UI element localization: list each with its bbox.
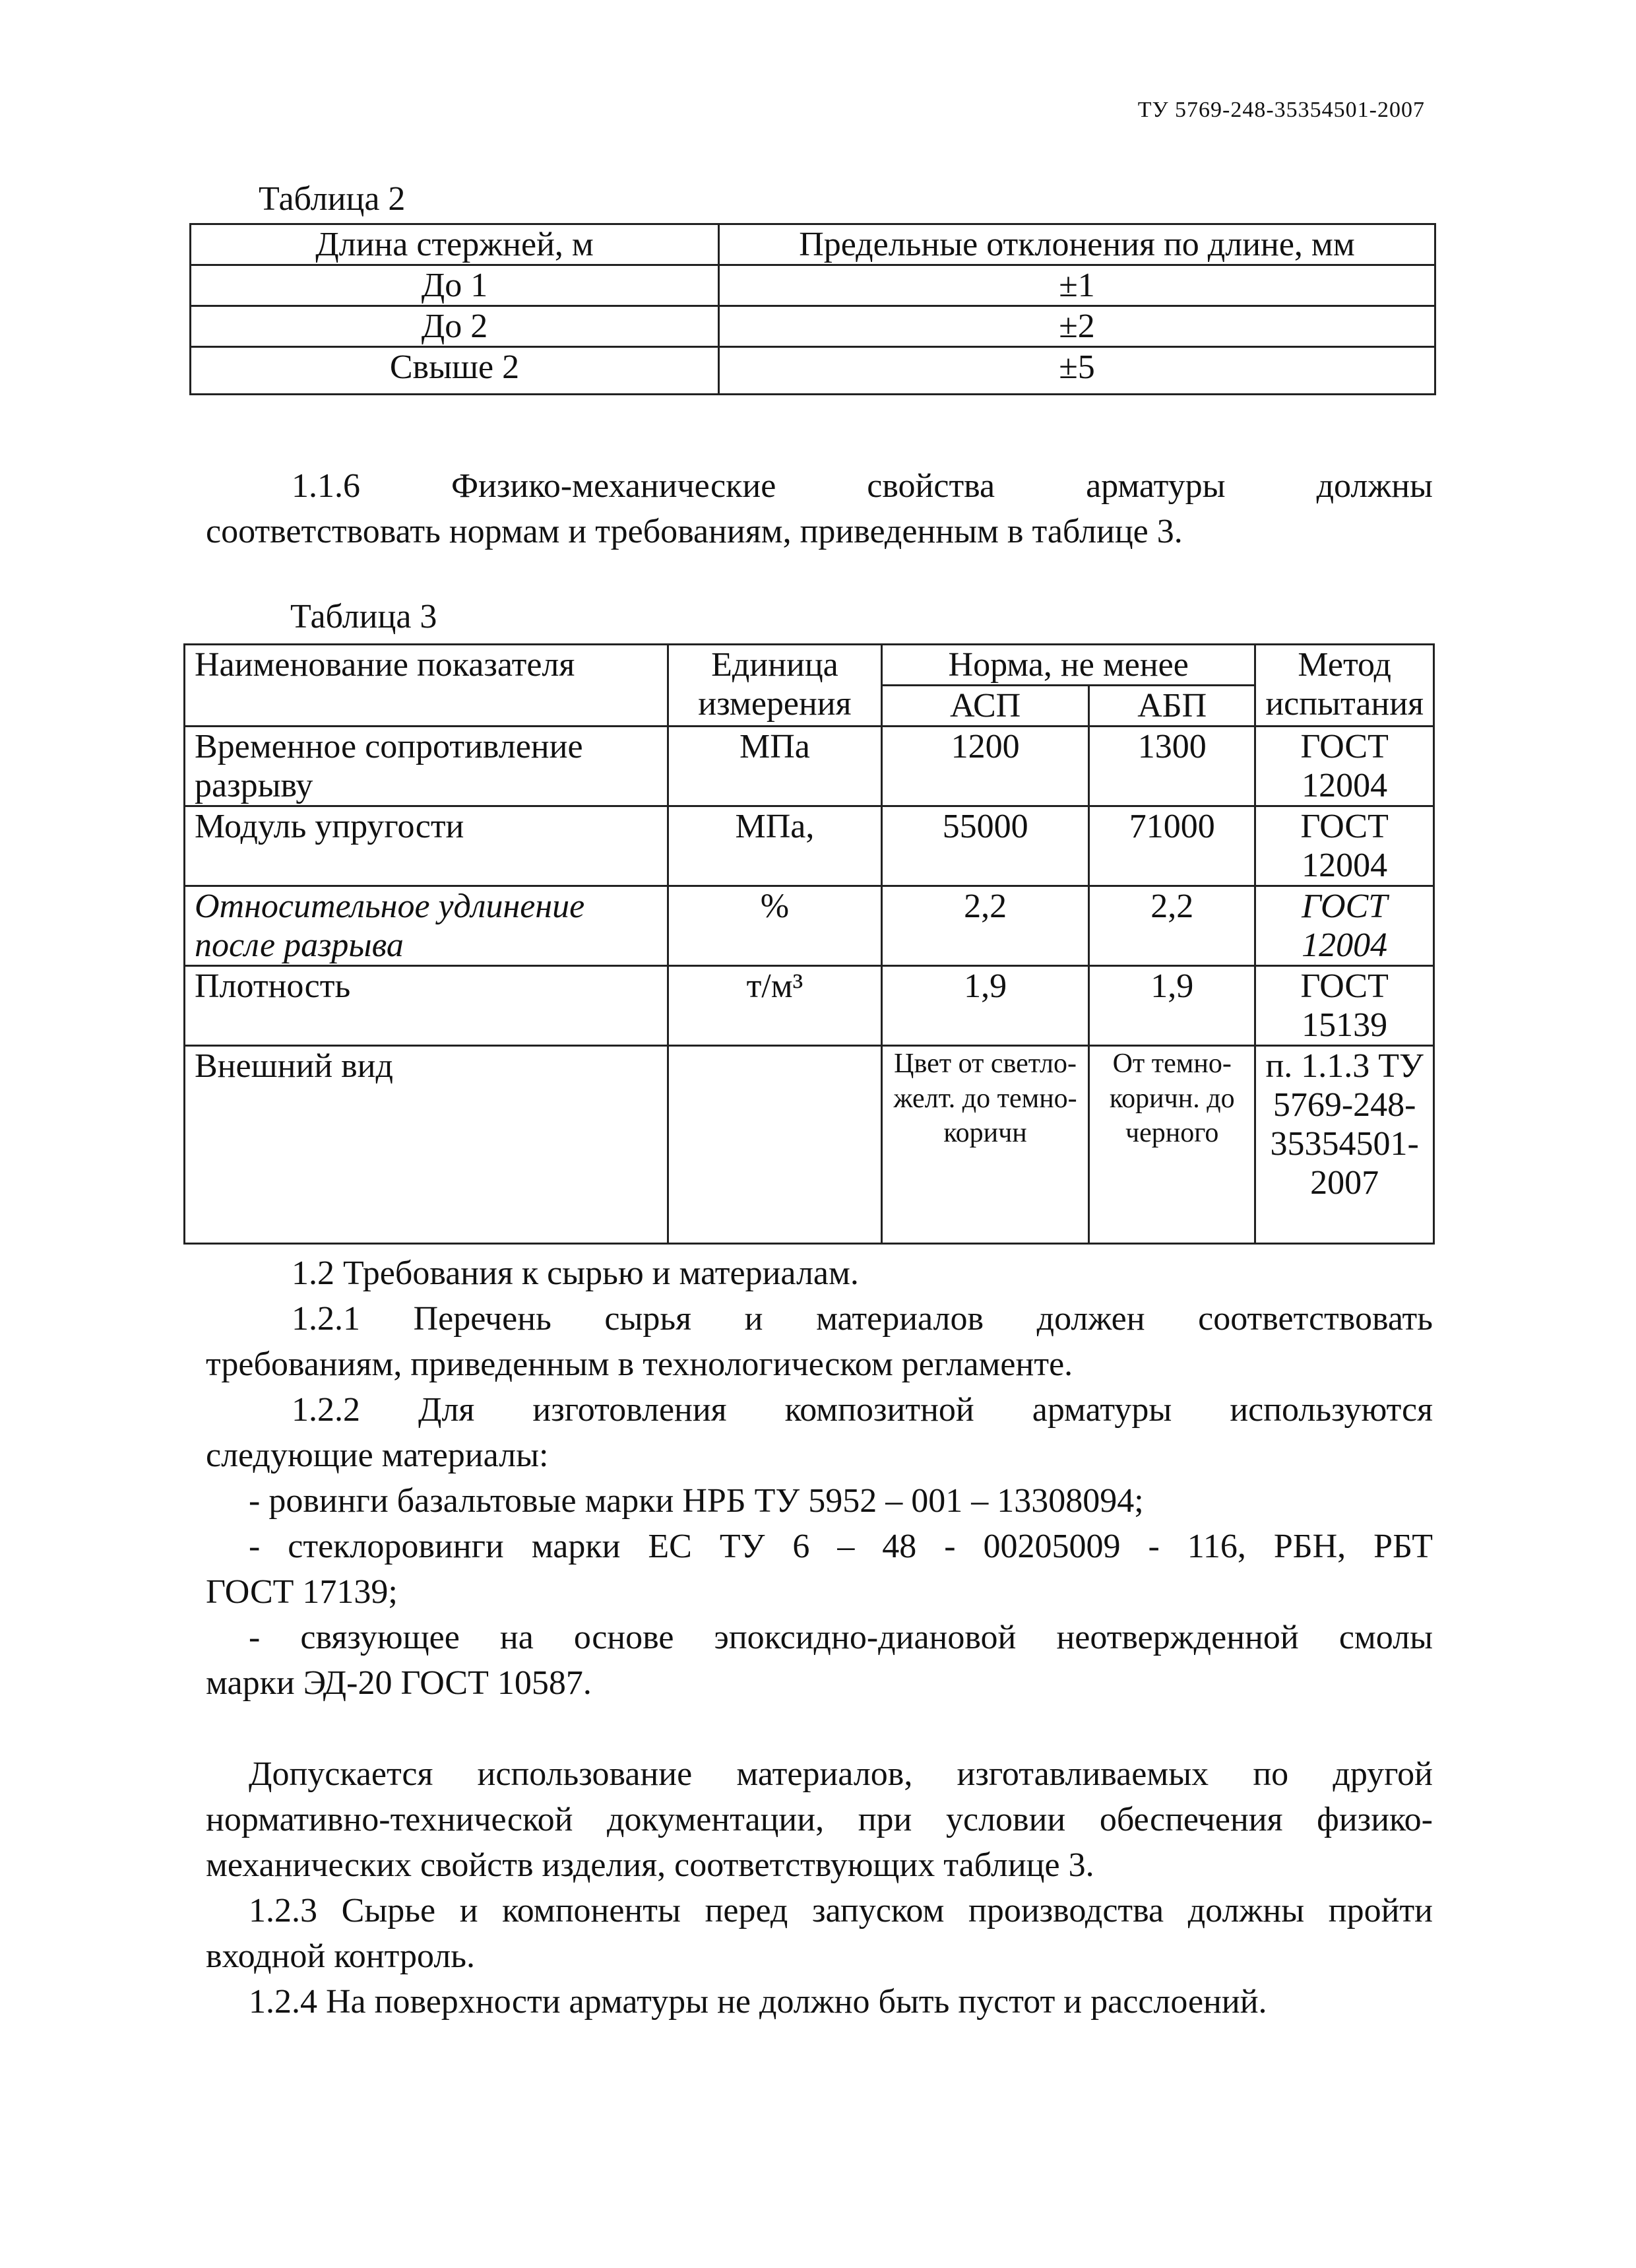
table3-header-name: Наименование показателя xyxy=(185,645,668,727)
list-item: - связующее на основе эпоксидно-диановой неотвержденной смолы xyxy=(249,1619,1433,1656)
table3-cell-unit: МПа xyxy=(668,727,881,806)
table3-cell-asp: Цвет от светло-желт. до темно-коричн xyxy=(882,1046,1089,1244)
table3-header-row xyxy=(185,645,1434,686)
paragraph-line: 1.2.3 Сырье и компоненты перед запуском производства должны пройти xyxy=(249,1892,1433,1929)
table-row xyxy=(185,727,1434,806)
table3 xyxy=(183,643,1435,1245)
list-item: - стеклоровинги марки ЕС ТУ 6 – 48 - 00205009 - 116, РБН, РБТ xyxy=(249,1528,1433,1565)
table-row xyxy=(185,886,1434,966)
table2-cell: До 1 xyxy=(191,265,719,306)
table3-cell-method: ГОСТ 15139 xyxy=(1255,966,1434,1046)
table-row xyxy=(185,806,1434,886)
paragraph-line: механических свойств изделия, соответствующих таблице 3. xyxy=(206,1846,1094,1884)
table2-cell: ±2 xyxy=(719,306,1435,347)
table3-cell-name: Плотность xyxy=(185,966,668,1046)
table3-header-unit-line: Единица xyxy=(711,646,838,684)
table-row xyxy=(191,306,1435,347)
table3-cell-method: ГОСТ 12004 xyxy=(1255,727,1434,806)
paragraph-line: 1.2.4 На поверхности арматуры не должно быть пустот и расслоений. xyxy=(249,1983,1267,2021)
table3-cell-abp: От темно-коричн. до черного xyxy=(1089,1046,1255,1244)
table3-cell-unit: МПа, xyxy=(668,806,881,886)
table3-cell-abp: 1,9 xyxy=(1089,966,1255,1046)
table3-header-method xyxy=(1255,645,1434,727)
section-1-2 xyxy=(206,1250,1433,2025)
table-row xyxy=(185,1046,1434,1244)
table3-cell-asp: 1,9 xyxy=(882,966,1089,1046)
table3-cell-asp: 1200 xyxy=(882,727,1089,806)
paragraph-line: следующие материалы: xyxy=(206,1437,549,1474)
table-row xyxy=(191,265,1435,306)
paragraph-line: 1.2.2 Для изготовления композитной арматуры используются xyxy=(292,1391,1433,1429)
paragraph-line: требованиям, приведенным в технологическом регламенте. xyxy=(206,1345,1073,1383)
table3-cell-unit: % xyxy=(668,886,881,966)
table2-cell: ±5 xyxy=(719,347,1435,395)
paragraph-line: нормативно-технической документации, при условии обеспечения физико- xyxy=(206,1801,1433,1838)
table3-header-abp: АБП xyxy=(1089,686,1255,727)
table2 xyxy=(189,223,1436,395)
paragraph-line: входной контроль. xyxy=(206,1937,475,1975)
table3-cell-abp: 71000 xyxy=(1089,806,1255,886)
table3-header-norm: Норма, не менее xyxy=(882,645,1255,686)
paragraph-line: соответствовать нормам и требованиям, приведенным в таблице 3. xyxy=(206,513,1183,550)
list-item: - ровинги базальтовые марки НРБ ТУ 5952 – 001 – 13308094; xyxy=(249,1482,1144,1520)
paragraph-line: 1.1.6 Физико-механические свойства арматуры должны xyxy=(292,467,1433,505)
table3-header-method-line: Метод xyxy=(1298,646,1391,684)
table3-cell-abp: 1300 xyxy=(1089,727,1255,806)
table3-cell-method: ГОСТ 12004 xyxy=(1255,886,1434,966)
table3-header-method-line: испытания xyxy=(1265,685,1424,723)
table2-cell: ±1 xyxy=(719,265,1435,306)
list-item-cont: марки ЭД-20 ГОСТ 10587. xyxy=(206,1664,592,1702)
table2-header-length: Длина стержней, м xyxy=(191,224,719,265)
table3-cell-unit xyxy=(668,1046,881,1244)
document-code: ТУ 5769-248-35354501-2007 xyxy=(1137,98,1425,122)
table2-header-row xyxy=(191,224,1435,265)
list-item-cont: ГОСТ 17139; xyxy=(206,1573,398,1611)
table2-caption: Таблица 2 xyxy=(259,180,406,218)
table-row xyxy=(191,347,1435,395)
table3-header-asp: АСП xyxy=(882,686,1089,727)
paragraph-line: Допускается использование материалов, изготавливаемых по другой xyxy=(249,1755,1433,1793)
paragraph-1-1-6 xyxy=(206,463,1433,554)
table3-cell-asp: 55000 xyxy=(882,806,1089,886)
table2-cell: До 2 xyxy=(191,306,719,347)
table3-cell-name: Относительное удлинение после разрыва xyxy=(185,886,668,966)
table3-caption: Таблица 3 xyxy=(290,598,437,635)
table2-cell: Свыше 2 xyxy=(191,347,719,395)
table3-cell-abp: 2,2 xyxy=(1089,886,1255,966)
table-row xyxy=(185,966,1434,1046)
section-title: 1.2 Требования к сырью и материалам. xyxy=(292,1254,859,1292)
table3-cell-name: Внешний вид xyxy=(185,1046,668,1244)
table3-header-unit xyxy=(668,645,881,727)
table3-cell-method: п. 1.1.3 ТУ 5769-248-35354501-2007 xyxy=(1255,1046,1434,1244)
table3-header-unit-line: измерения xyxy=(698,685,852,723)
table3-cell-name: Модуль упругости xyxy=(185,806,668,886)
table3-cell-unit: т/м³ xyxy=(668,966,881,1046)
table3-cell-method: ГОСТ 12004 xyxy=(1255,806,1434,886)
paragraph-line: 1.2.1 Перечень сырья и материалов должен соответствовать xyxy=(292,1300,1433,1338)
table3-cell-name: Временное сопротивление разрыву xyxy=(185,727,668,806)
spacer xyxy=(206,1706,1433,1751)
table3-cell-asp: 2,2 xyxy=(882,886,1089,966)
table2-header-deviation: Предельные отклонения по длине, мм xyxy=(719,224,1435,265)
